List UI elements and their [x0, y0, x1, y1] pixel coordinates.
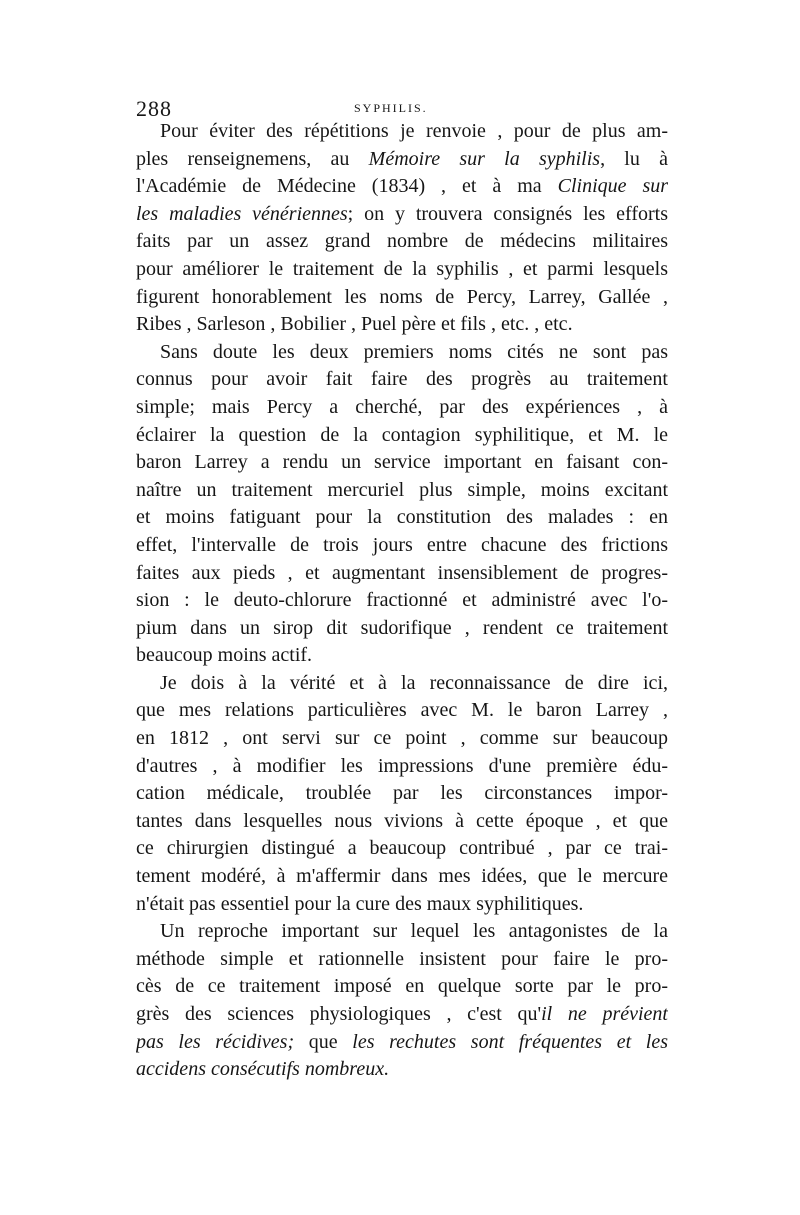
- text-line: faites aux pieds , et augmentant insensiblement de progres-: [136, 561, 668, 584]
- text-line: et moins fatiguant pour la constitution des malades : en: [136, 506, 668, 529]
- text-line: cation médicale, troublée par les circonstances impor-: [136, 782, 668, 805]
- text-line: les maladies vénériennes; on y trouvera consignés les efforts: [136, 202, 668, 225]
- text-line: figurent honorablement les noms de Percy, Larrey, Gallée ,: [136, 285, 668, 308]
- text-line: ples renseignemens, au Mémoire sur la syphilis, lu à: [136, 147, 668, 170]
- text-line: Sans doute les deux premiers noms cités ne sont pas: [160, 340, 668, 363]
- text-line: pas les récidives; que les rechutes sont fréquentes et les: [136, 1030, 668, 1053]
- text-line: sion : le deuto-chlorure fractionné et administré avec l'o-: [136, 589, 668, 612]
- emphasis-italic: les rechutes sont fréquentes et les: [352, 1030, 668, 1053]
- text-line: Je dois à la vérité et à la reconnaissance de dire ici,: [160, 671, 668, 694]
- text-line: [136, 1056, 668, 1084]
- body-text: [136, 118, 668, 1084]
- emphasis-italic: pas les récidives;: [136, 1030, 295, 1053]
- text-line: méthode simple et rationnelle insistent pour faire le pro-: [136, 947, 668, 970]
- text-line: Pour éviter des répétitions je renvoie , pour de plus am-: [160, 120, 668, 142]
- text-line: effet, l'intervalle de trois jours entre chacune des frictions: [136, 533, 668, 556]
- book-title-italic: Mémoire sur la syphilis: [368, 147, 601, 170]
- text-line: connus pour avoir fait faire des progrès au traitement: [136, 368, 668, 391]
- emphasis-italic: accidens consécutifs nombreux.: [136, 1058, 390, 1081]
- book-title-italic: Clinique sur: [557, 175, 668, 198]
- text-line: d'autres , à modifier les impressions d'une première édu-: [136, 754, 668, 777]
- text-line: grès des sciences physiologiques , c'est qu'il ne prévient: [136, 1003, 668, 1025]
- running-title: SYPHILIS.: [354, 101, 428, 115]
- text-line: en 1812 , ont servi sur ce point , comme sur beaucoup: [136, 727, 668, 750]
- text-line: éclairer la question de la contagion syphilitique, et M. le: [136, 423, 668, 446]
- book-title-italic: les maladies vénériennes: [136, 202, 348, 225]
- text-line: tantes dans lesquelles nous vivions à cette époque , et que: [136, 809, 668, 832]
- page-number: 288: [136, 96, 172, 121]
- paragraph: [136, 918, 668, 1084]
- text-line: beaucoup moins actif.: [136, 644, 313, 667]
- text-line: n'était pas essentiel pour la cure des maux syphilitiques.: [136, 892, 584, 915]
- text-line: cès de ce traitement imposé en quelque sorte par le pro-: [136, 975, 668, 998]
- text-line: l'Académie de Médecine (1834) , et à ma Clinique sur: [136, 175, 668, 198]
- text-line: ce chirurgien distingué a beaucoup contribué , par ce trai-: [136, 837, 668, 860]
- text-line: pium dans un sirop dit sudorifique , rendent ce traitement: [136, 616, 668, 639]
- text-line: baron Larrey a rendu un service important en faisant con-: [136, 451, 668, 474]
- text-line: Ribes , Sarleson , Bobilier , Puel père et fils , etc. , etc.: [136, 313, 573, 336]
- text-line: naître un traitement mercuriel plus simple, moins excitant: [136, 478, 668, 501]
- paragraph: [136, 670, 668, 918]
- text-line: simple; mais Percy a cherché, par des expériences , à: [136, 395, 668, 418]
- text-line: faits par un assez grand nombre de médecins militaires: [136, 230, 668, 253]
- text-line: tement modéré, à m'affermir dans mes idées, que le mercure: [136, 865, 668, 888]
- text-line: Un reproche important sur lequel les antagonistes de la: [160, 920, 668, 943]
- emphasis-italic: il ne prévient: [541, 1003, 668, 1025]
- text-line: que mes relations particulières avec M. le baron Larrey ,: [136, 699, 668, 722]
- paragraph: [136, 339, 668, 670]
- paragraph: [136, 118, 668, 339]
- text-line: pour améliorer le traitement de la syphilis , et parmi lesquels: [136, 257, 668, 280]
